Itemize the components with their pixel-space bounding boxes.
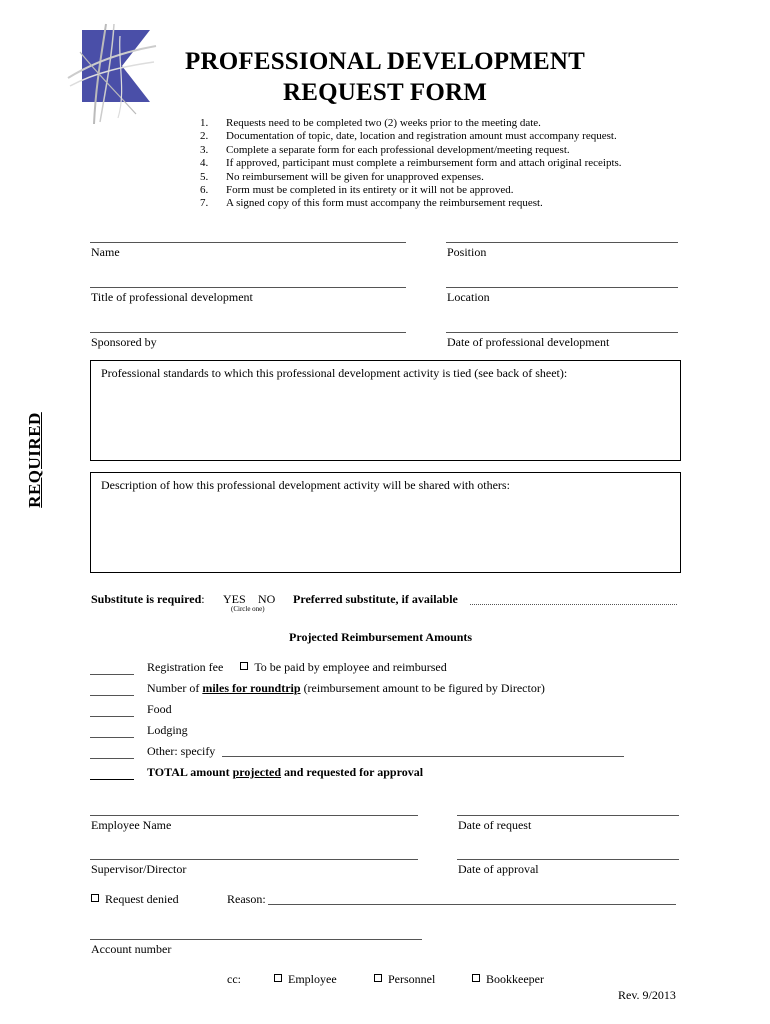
rules-list <box>200 117 622 211</box>
employee-name-label: Employee Name <box>91 818 172 832</box>
substitute-label: Substitute is required <box>91 592 202 606</box>
name-label: Name <box>91 245 120 259</box>
cc-personnel[interactable]: Personnel <box>374 972 435 987</box>
rule-item: 4. If approved, participant must complete a reimbursement form and attach original receipts. <box>200 157 622 170</box>
supervisor-label: Supervisor/Director <box>91 862 187 876</box>
cc-label: cc: <box>227 972 241 986</box>
preferred-substitute-label: Preferred substitute, if available <box>293 592 458 606</box>
position-label: Position <box>447 245 487 259</box>
miles-amount-field[interactable] <box>90 695 134 696</box>
cc-bookkeeper-checkbox[interactable] <box>472 974 480 982</box>
title-pd-label: Title of professional development <box>91 290 253 304</box>
account-number-field[interactable] <box>90 939 422 940</box>
title-pd-field[interactable] <box>90 287 406 288</box>
required-label: REQUIRED <box>25 412 44 508</box>
location-field[interactable] <box>446 287 678 288</box>
position-field[interactable] <box>446 242 678 243</box>
rule-item: 2. Documentation of topic, date, location and registration amount must accompany request. <box>200 130 617 143</box>
supervisor-field[interactable] <box>90 859 418 860</box>
other-specify-field[interactable] <box>222 756 624 757</box>
total-amount-field[interactable] <box>90 779 134 780</box>
cc-bookkeeper[interactable]: Bookkeeper <box>472 972 544 987</box>
rule-item: 6. Form must be completed in its entirety or it will not be approved. <box>200 184 514 197</box>
paid-by-employee-checkbox[interactable] <box>240 660 254 674</box>
rule-item: 5. No reimbursement will be given for unapproved expenses. <box>200 170 484 183</box>
description-prompt: Description of how this professional development activity will be shared with others: <box>101 478 510 492</box>
cc-employee[interactable]: Employee <box>274 972 337 987</box>
date-pd-field[interactable] <box>446 332 678 333</box>
form-title-line2: REQUEST FORM <box>282 79 488 106</box>
substitute-no[interactable]: NO <box>258 592 276 606</box>
location-label: Location <box>447 290 490 304</box>
organization-logo <box>66 22 158 126</box>
preferred-substitute-field[interactable] <box>470 604 677 605</box>
description-box[interactable] <box>90 472 681 573</box>
date-request-field[interactable] <box>457 815 679 816</box>
form-title-line1: PROFESSIONAL DEVELOPMENT <box>184 48 585 75</box>
account-number-label: Account number <box>91 942 172 956</box>
sponsored-by-label: Sponsored by <box>91 335 157 349</box>
standards-box[interactable] <box>90 360 681 461</box>
registration-amount-field[interactable] <box>90 674 134 675</box>
standards-prompt: Professional standards to which this professional development activity is tied (see back of sheet): <box>101 366 568 380</box>
cc-personnel-checkbox[interactable] <box>374 974 382 982</box>
employee-name-field[interactable] <box>90 815 418 816</box>
substitute-row: Substitute is required: <box>91 592 205 606</box>
reason-label: Reason: <box>227 892 266 906</box>
rule-item: 3. Complete a separate form for each professional development/meeting request. <box>200 143 570 156</box>
sponsored-by-field[interactable] <box>90 332 406 333</box>
substitute-yes[interactable]: YES <box>223 592 246 606</box>
rule-item: 7. A signed copy of this form must accompany the reimbursement request. <box>200 197 543 210</box>
date-approval-field[interactable] <box>457 859 679 860</box>
revision-label: Rev. 9/2013 <box>618 988 676 1002</box>
circle-one-note: (Circle one) <box>231 605 265 613</box>
food-amount-field[interactable] <box>90 716 134 717</box>
lodging-amount-field[interactable] <box>90 737 134 738</box>
cc-employee-checkbox[interactable] <box>274 974 282 982</box>
name-field[interactable] <box>90 242 406 243</box>
other-amount-field[interactable] <box>90 758 134 759</box>
request-denied-row: Request denied <box>91 892 179 907</box>
rule-item: 1. Requests need to be completed two (2) weeks prior to the meeting date. <box>200 117 541 129</box>
reason-field[interactable] <box>268 904 676 905</box>
date-approval-label: Date of approval <box>458 862 539 876</box>
request-denied-checkbox[interactable] <box>91 892 105 906</box>
reimbursement-heading: Projected Reimbursement Amounts <box>289 630 473 644</box>
date-pd-label: Date of professional development <box>447 335 610 349</box>
date-request-label: Date of request <box>458 818 532 832</box>
